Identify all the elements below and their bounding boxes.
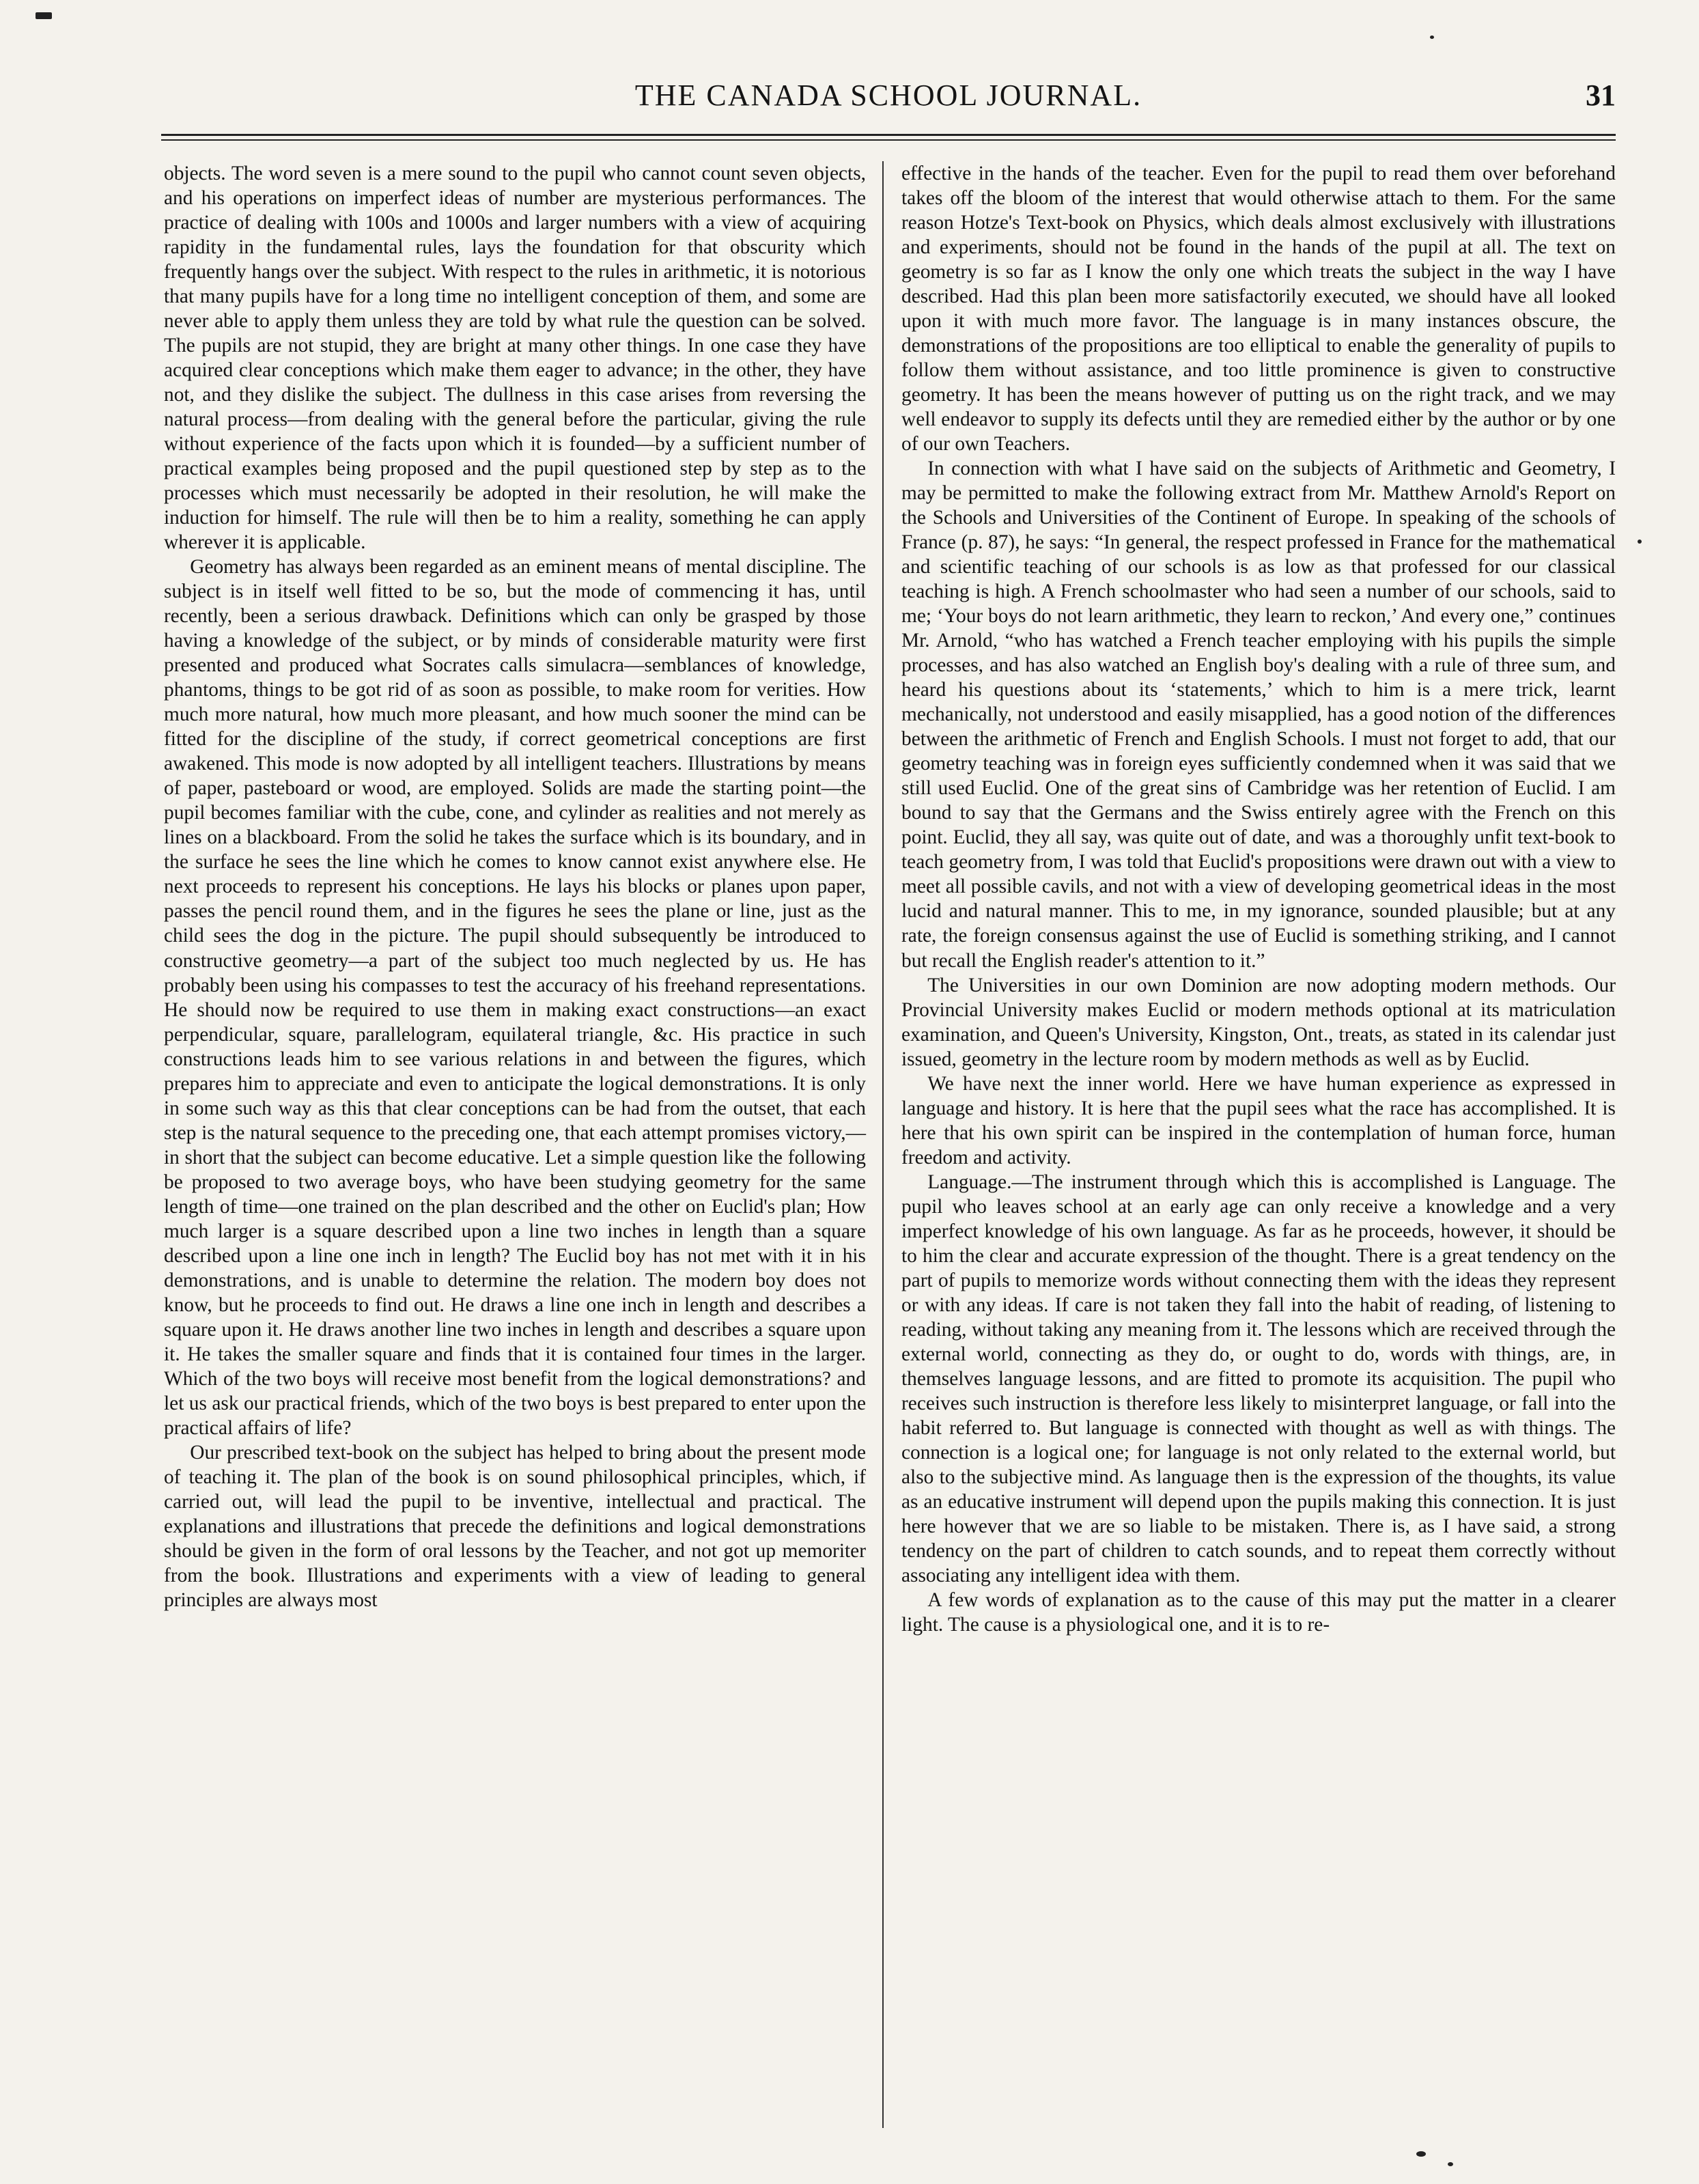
right-paragraph-3: The Universities in our own Dominion are now adopting modern methods. Our Provincial University makes Euclid or modern methods optional at its matriculation examination, and Queen's University, Kingston, Ont., treats, as stated in its calendar just issued, geometry in the lecture room by modern methods as well as by Euclid.	[901, 974, 1616, 1070]
left-paragraph-1: objects. The word seven is a mere sound to the pupil who cannot count seven objects, and his operations on imperfect ideas of number are mysterious performances. The practice of dealing with 100s and 1000s and larger numbers with a view of acquiring rapidity in the fundamental rules, lays the foundation for that obscurity which frequently hangs over the subject. With respect to the rules in arithmetic, it is notorious that many pupils have for a long time no intelligent conception of them, and some are never able to apply them unless they are told by what rule the question can be solved. The pupils are not stupid, they are bright at many other things. In one case they have acquired clear conceptions which make them eager to advance; in the other, they have not, and they dislike the subject. The dullness in this case arises from reversing the natural process—from dealing with the general before the particular, giving the rule without experience of the facts upon which it is founded—by a sufficient number of practical examples being proposed and the pupil questioned step by step as to the processes which must necessarily be adopted in their resolution, he will make the induction for himself. The rule will then be to him a reality, something he can apply wherever it is applicable.	[164, 163, 866, 554]
margin-dot-mark	[1638, 540, 1642, 544]
right-paragraph-2: In connection with what I have said on the subjects of Arithmetic and Geometry, I may be permitted to make the following extract from Mr. Matthew Arnold's Report on the Schools and Universities of the Continent of Europe. In speaking of the schools of France (p. 87), he says: “In general, the respect professed in France for the mathematical and scientific teaching of our schools is as low as that professed for our classical teaching is high. A French schoolmaster who had seen a number of our schools, said to me; ‘Your boys do not learn arithmetic, they learn to reckon,’ And every one,” continues Mr. Arnold, “who has watched a French teacher employing with his pupils the simple processes, and has also watched an English boy's dealing with a rule of three sum, and heard his questions about its ‘statements,’ which to him is a mere trick, learnt mechanically, not understood and easily misapplied, has a good notion of the differences between the arithmetic of French and English Schools. I must not forget to add, that our geometry teaching was in foreign eyes sufficiently condemned when it was said that we still used Euclid. One of the great sins of Cambridge was her retention of Euclid. I am bound to say that the Germans and the Swiss entirely agree with the French on this point. Euclid, they all say, was quite out of date, and was a thoroughly unfit text-book to teach geometry from, I was told that Euclid's propositions were drawn out with a view to meet all possible cavils, and not with a view of developing geometrical ideas in the most lucid and natural manner. This to me, in my ignorance, sounded plausible; but at any rate, the foreign consensus against the use of Euclid is something striking, and I cannot but recall the English reader's attention to it.”	[901, 458, 1616, 972]
header-rule-double	[161, 139, 1616, 141]
right-paragraph-4: We have next the inner world. Here we have human experience as expressed in language and history. It is here that the pupil sees what the race has accomplished. It is here that his own spirit can be inspired in the contemplation of human force, human freedom and activity.	[901, 1072, 1616, 1168]
right-column	[901, 161, 1616, 1637]
left-column	[164, 161, 866, 1612]
running-title: THE CANADA SCHOOL JOURNAL.	[634, 79, 1142, 112]
column-divider	[882, 161, 884, 2128]
corner-ink-mark	[36, 12, 52, 19]
header-rule	[161, 134, 1616, 136]
page-number: 31	[1586, 79, 1616, 112]
right-paragraph-5: Language.—The instrument through which this is accomplished is Language. The pupil who leaves school at an early age can only receive a knowledge and a very imperfect knowledge of his own language. As far as he proceeds, however, it should be to him the clear and accurate expression of the thought. There is a great tendency on the part of pupils to memorize words without connecting them with the ideas they represent or with any ideas. If care is not taken they fall into the habit of reading, of listening to reading, without taking any meaning from it. The lessons which are received through the external world, connecting as they do, or ought to do, words with things, are, in themselves language lessons, and are fitted to promote its acquisition. The pupil who receives such instruction is therefore less likely to misinterpret language, or fall into the habit referred to. But language is connected with thought as well as with things. The connection is a logical one; for language is not only related to the external world, but also to the subjective mind. As language then is the expression of the thoughts, its value as an educative instrument will depend upon the pupils making this connection. It is just here however that we are so liable to be mistaken. There is, as I have said, a strong tendency on the part of children to catch sounds, and to repeat them correctly without associating any intelligent idea with them.	[901, 1171, 1616, 1586]
speck-mark	[1430, 36, 1434, 39]
left-paragraph-2: Geometry has always been regarded as an eminent means of mental discipline. The subject is in itself well fitted to be so, but the mode of commencing it has, until recently, been a serious drawback. Definitions which can only be grasped by those having a knowledge of the subject, or by minds of considerable maturity were first presented and produced what Socrates calls simulacra—semblances of knowledge, phantoms, things to be got rid of as soon as possible, to make room for verities. How much more natural, how much more pleasant, and how much sooner the mind can be fitted for the discipline of the study, if correct geometrical conceptions are first awakened. This mode is now adopted by all intelligent teachers. Illustrations by means of paper, pasteboard or wood, are employed. Solids are made the starting point—the pupil becomes familiar with the cube, cone, and cylinder as realities and not merely as lines on a blackboard. From the solid he takes the surface which is its boundary, and in the surface he sees the line which he comes to know cannot exist anywhere else. He next proceeds to represent his conceptions. He lays his blocks or planes upon paper, passes the pencil round them, and in the figures he sees the plane or line, just as the child sees the dog in the picture. The pupil should subsequently be introduced to constructive geometry—a part of the subject too much neglected by us. He has probably been using his compasses to test the accuracy of his freehand representations. He should now be required to use them in making exact constructions—an exact perpendicular, square, parallelogram, equilateral triangle, &c. His practice in such constructions leads him to see various relations in and between the figures, which prepares him to appreciate and even to anticipate the logical demonstrations. It is only in some such way as this that clear conceptions can be had from the outset, that each step is the natural sequence to the preceding one, that each attempt promises victory,—in short that the subject can become educative. Let a simple question like the following be proposed to two average boys, who have been studying geometry for the same length of time—one trained on the plan described and the other on Euclid's plan; How much larger is a square described upon a line two inches in length than a square described upon a line one inch in length? The Euclid boy has not met with it in his demonstrations, and is unable to determine the relation. The modern boy does not know, but he proceeds to find out. He draws a line one inch in length and describes a square upon it. He draws another line two inches in length and describes a square upon it. He takes the smaller square and finds that it is contained four times in the larger. Which of the two boys will receive most benefit from the logical demonstrations? and let us ask our practical friends, which of the two boys is best prepared to enter upon the practical affairs of life?	[164, 556, 866, 1439]
right-paragraph-1: effective in the hands of the teacher. Even for the pupil to read them over beforehand takes off the bloom of the interest that would otherwise attach to them. For the same reason Hotze's Text-book on Physics, which deals almost exclusively with illustrations and experiments, should not be found in the hands of the pupil at all. The text on geometry is so far as I know the only one which treats the subject in the way I have described. Had this plan been more satisfactorily executed, we should have all looked upon it with much more favor. The language is in many instances obscure, the demonstrations of the propositions are too elliptical to enable the generality of pupils to follow them without assistance, and too little prominence is given to constructive geometry. It has been the means however of putting us on the right track, and we may well endeavor to supply its defects until they are remedied either by the author or by one of our own Teachers.	[901, 163, 1616, 456]
page-header	[161, 78, 1616, 126]
speck-mark	[1416, 2151, 1426, 2157]
right-paragraph-6: A few words of explanation as to the cause of this may put the matter in a clearer light. The cause is a physiological one, and it is to re-	[901, 1588, 1616, 1636]
left-paragraph-3: Our prescribed text-book on the subject has helped to bring about the present mode of teaching it. The plan of the book is on sound philosophical principles, which, if carried out, will lead the pupil to be inventive, intellectual and practical. The explanations and illustrations that precede the definitions and logical demonstrations should be given in the form of oral lessons by the Teacher, and not got up memoriter from the book. Illustrations and experiments with a view of leading to general principles are always most	[164, 1441, 866, 1611]
speck-mark	[1448, 2162, 1453, 2166]
